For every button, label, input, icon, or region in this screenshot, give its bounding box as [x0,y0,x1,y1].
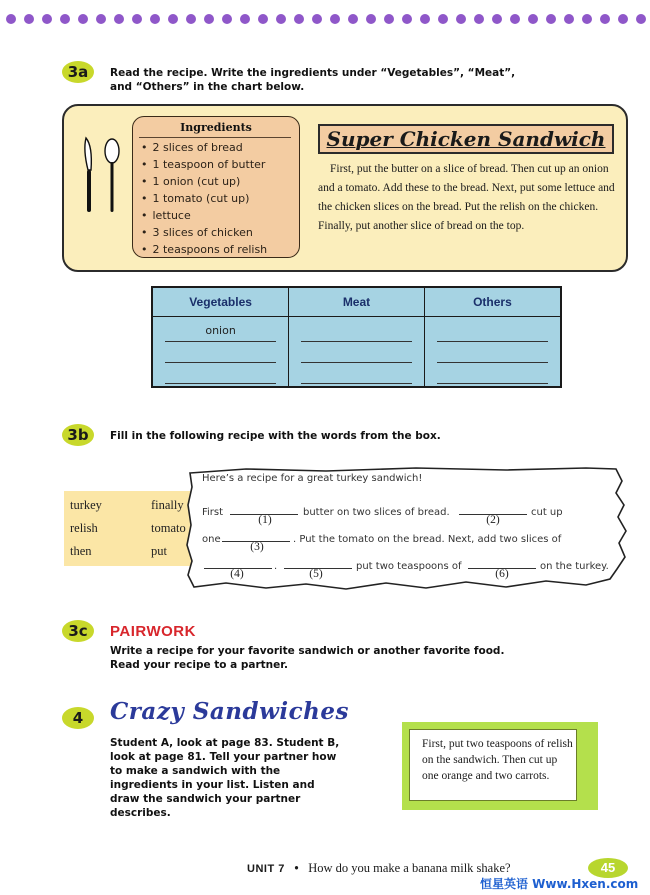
border-dot [636,14,646,24]
border-dot [222,14,232,24]
page-footer [247,861,511,876]
example-box-text: First, put two teaspoons of relish on the sandwich. Then cut up one orange and two carrots. [409,729,577,801]
recipe-text-butter: butter on two slices of bread. [303,507,450,518]
blank-number: (1) [258,514,272,526]
instruction-3a-line2: and “Others” in the chart below. [110,81,305,93]
border-dot [96,14,106,24]
instruction-3a-line1: Read the recipe. Write the ingredients under “Vegetables”, “Meat”, [110,67,516,79]
word-box-item: relish [70,521,98,535]
ingredient-item: • 1 tomato (cut up) [141,190,267,207]
blank-number: (4) [230,568,244,580]
recipe-text-cutup: cut up [531,507,563,518]
ingredients-divider [139,137,291,138]
ingredients-list [141,139,267,258]
ingredient-item: • 1 teaspoon of butter [141,156,267,173]
chart-header-meat: Meat [289,288,425,316]
border-dot [6,14,16,24]
blank-number: (2) [486,514,500,526]
ingredient-item: • 2 slices of bread [141,139,267,156]
border-dot [420,14,430,24]
blank-number: (3) [250,541,264,553]
knife-icon [85,138,91,212]
border-dot [348,14,358,24]
border-dot [150,14,160,24]
ingredients-chart [151,286,562,388]
word-box-item: tomato [151,521,186,535]
instruction-3a [110,66,515,94]
border-dot [438,14,448,24]
border-dot [78,14,88,24]
border-dot [294,14,304,24]
chart-blank[interactable] [301,342,412,363]
footer-separator: • [294,863,299,875]
page-number: 45 [588,858,628,878]
ingredient-item: • 1 onion (cut up) [141,173,267,190]
border-dot [204,14,214,24]
border-dot [114,14,124,24]
chart-column-meat [289,316,425,386]
ingredient-item: • 2 teaspoons of relish [141,241,267,258]
border-dot [510,14,520,24]
border-dot [600,14,610,24]
recipe-text-tomato: . Put the tomato on the bread. Next, add two slices of [293,534,562,545]
recipe-intro: Here’s a recipe for a great turkey sandwich! [202,473,423,484]
section-badge-4: 4 [62,707,94,729]
blank-number: (5) [309,568,323,580]
chart-blank[interactable] [165,342,276,363]
footer-unit: UNIT 7 [247,863,285,875]
instruction-3b: Fill in the following recipe with the words from the box. [110,430,441,442]
blank-number: (6) [495,568,509,580]
chart-blank[interactable] [437,363,548,384]
border-dot [582,14,592,24]
border-dot [330,14,340,24]
chart-blank[interactable] [437,342,548,363]
border-dot [492,14,502,24]
border-dot [402,14,412,24]
border-dot [618,14,628,24]
word-box-item: turkey [70,498,102,512]
chart-blank[interactable] [437,321,548,342]
section-badge-3c: 3c [62,620,94,642]
border-dot [132,14,142,24]
border-dot [168,14,178,24]
border-dot [258,14,268,24]
recipe-text-relish: put two teaspoons of [356,561,462,572]
word-box-item: finally [151,498,184,512]
spoon-icon [105,139,119,212]
section-badge-3a: 3a [62,61,94,83]
border-dot [474,14,484,24]
chart-blank[interactable] [301,363,412,384]
word-box-item: then [70,544,92,558]
watermark: 恒星英语 Www.Hxen.com [480,877,639,891]
chart-header-vegetables: Vegetables [153,288,289,316]
border-dot [42,14,52,24]
footer-title: How do you make a banana milk shake? [308,861,511,875]
chart-column-vegetables [153,316,289,386]
recipe-text-period: . [274,561,278,572]
instruction-4-line: ingredients in your list. Listen and [110,779,315,791]
recipe-text-first: First [202,507,224,518]
instruction-4-line: Student A, look at page 83. Student B, [110,737,340,749]
border-dot [546,14,556,24]
border-dot [60,14,70,24]
border-dot [384,14,394,24]
word-box [64,491,198,566]
border-dot [564,14,574,24]
ingredient-item: • 3 slices of chicken [141,224,267,241]
recipe-title: Super Chicken Sandwich [318,124,614,154]
chart-blank-example[interactable]: onion [165,321,276,342]
border-dot [528,14,538,24]
border-dot [366,14,376,24]
instruction-4-line: to make a sandwich with the [110,765,281,777]
instruction-4-line: draw the sandwich your partner [110,793,301,805]
word-box-item: put [151,544,167,558]
border-dot [276,14,286,24]
section-badge-3b: 3b [62,424,94,446]
border-dot [312,14,322,24]
instruction-3c-line1: Write a recipe for your favorite sandwich or another favorite food. [110,645,505,657]
instruction-4 [110,736,339,820]
pairwork-title: PAIRWORK [110,623,196,640]
instruction-4-line: look at page 81. Tell your partner how [110,751,337,763]
recipe-text-one: one [202,534,221,545]
dotted-border [6,14,646,26]
border-dot [24,14,34,24]
cutlery-illustration [80,136,124,216]
chart-blank[interactable] [301,321,412,342]
crazy-sandwiches-title: Crazy Sandwiches [110,698,349,725]
instruction-3c-line2: Read your recipe to a partner. [110,659,288,671]
border-dot [456,14,466,24]
chart-column-others [424,316,560,386]
chart-blank[interactable] [165,363,276,384]
recipe-text-turkey: on the turkey. [540,561,609,572]
ingredient-item: • lettuce [141,207,267,224]
ingredients-title: Ingredients [180,121,252,134]
recipe-text: First, put the butter on a slice of bread. Then cut up an onion and a tomato. Add these to the bread. Next, put some lettuce and the chicken slices on the bread. Put the relish on the chicken. Finally, put another slice of bread on the top. [318,163,615,232]
chart-header-others: Others [424,288,560,316]
border-dot [186,14,196,24]
instruction-3c [110,644,504,672]
instruction-4-line: describes. [110,807,171,819]
ingredients-box [132,116,300,258]
border-dot [240,14,250,24]
